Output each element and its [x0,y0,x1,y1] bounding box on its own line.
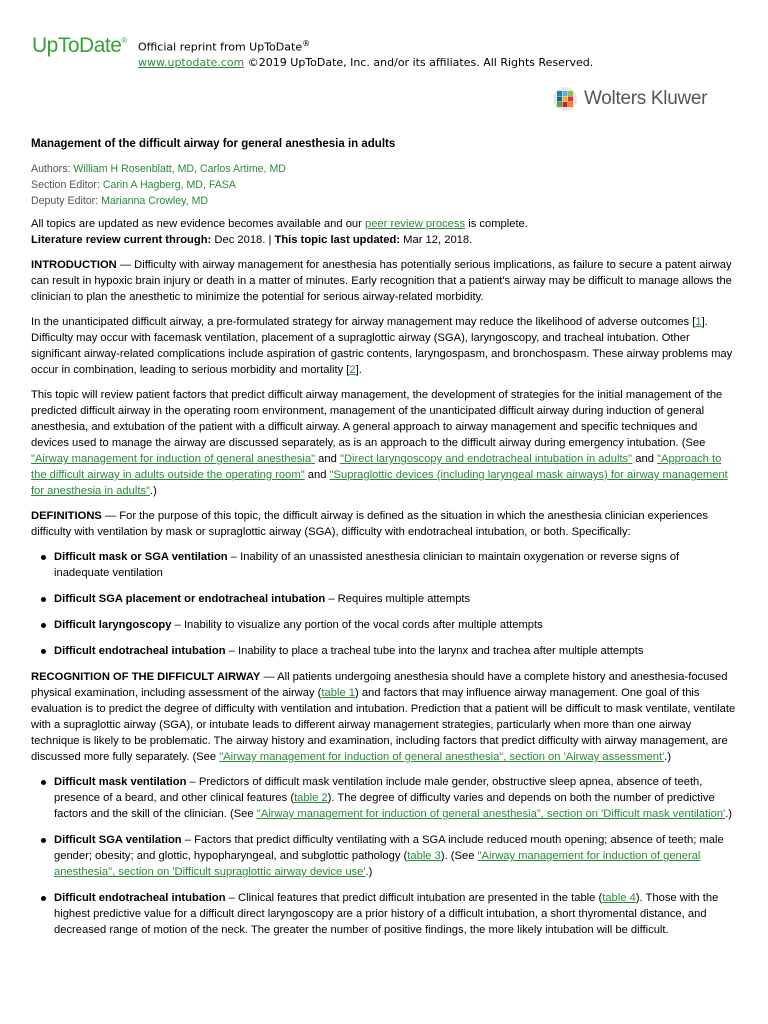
author-link[interactable]: William H Rosenblatt, MD [73,163,195,175]
definitions-list [31,549,737,659]
list-item-text: ). The degree of difficulty varies and depends on both the number of predictive factors and the skill of the clinician. (See [54,792,715,820]
topic-link[interactable]: "Supraglottic devices (including laryngeal mask airways) for airway management for anesthesia in adults" [31,469,728,497]
table-link[interactable]: table 3 [407,850,441,862]
section-heading: RECOGNITION OF THE DIFFICULT AIRWAY [31,671,261,683]
reprint-registered-mark: ® [302,39,311,48]
paragraph-text: — Difficulty with airway management for anesthesia has potentially serious implications, as failure to secure a patent airway can result in hypoxic brain injury or death in a matter of minutes. Early recognition that a patient's airway may be difficult to manage allows the clinician to plan the anesthetic to minimize the potential for serious airway-related morbidity. [31,259,732,303]
lit-review-date: Dec 2018. | [211,234,275,246]
introduction-paragraph [31,257,737,305]
paragraph-text: ]. [355,364,362,376]
site-link[interactable]: www.uptodate.com [138,55,245,69]
article-body [31,136,737,948]
list-item-term: Difficult laryngoscopy [54,619,172,631]
table-link[interactable]: table 4 [602,892,636,904]
list-item [31,591,737,607]
list-item [31,774,737,822]
topic-link[interactable]: "Airway management for induction of general anesthesia" [31,453,316,465]
peer-review-link[interactable]: peer review process [364,218,466,230]
deputy-editor-label: Deputy Editor: [31,195,99,207]
author-link[interactable]: Carlos Artime, MD [199,163,286,175]
reprint-line: Official reprint from UpToDate [138,40,303,54]
table-link[interactable]: table 1 [321,687,355,699]
list-item-text: – Predictors of difficult mask ventilation include male gender, obstructive sleep apnea, absence of teeth, presence of a beard, and other clinical features ( [54,776,703,804]
authors-label: Authors: [31,163,71,175]
list-item-text: – Requires multiple attempts [325,593,471,605]
paragraph-text: .) [664,751,672,763]
article-title: Management of the difficult airway for general anesthesia in adults [31,138,396,150]
list-item-text: – Inability to place a tracheal tube into the larynx and trachea after multiple attempts [225,645,644,657]
paragraph-text: and [632,453,658,465]
list-item-term: Difficult mask or SGA ventilation [54,551,228,563]
article-credits [31,161,737,209]
list-item-term: Difficult endotracheal intubation [54,892,226,904]
paragraph-text: — For the purpose of this topic, the difficult airway is defined as the situation in which the anesthesia clinician experiences difficulty with ventilation by mask or supraglottic airway (SGA), difficulty with endotracheal intubation, or both. Specifically: [31,510,708,538]
definitions-paragraph [31,508,737,540]
update-notice [31,216,737,248]
publisher-logo[interactable] [552,86,707,112]
intro-paragraph-3 [31,387,737,499]
update-text: All topics are updated as new evidence becomes available and our [31,218,365,230]
paragraph-text: In the unanticipated difficult airway, a pre-formulated strategy for airway management may reduce the likelihood of adverse outcomes [ [31,316,696,328]
list-item-term: Difficult SGA placement or endotracheal intubation [54,593,326,605]
wolters-kluwer-mark-icon [552,86,578,112]
deputy-editor-line [31,193,737,209]
topic-link[interactable]: "Direct laryngoscopy and endotracheal intubation in adults" [339,453,633,465]
section-editor-label: Section Editor: [31,179,100,191]
logo-text: UpToDate [32,34,122,57]
list-item-text: .) [725,808,733,820]
lit-review-label: Literature review current through: [31,234,212,246]
section-heading: DEFINITIONS [31,510,102,522]
publisher-name: Wolters Kluwer [584,88,708,109]
list-item-term: Difficult endotracheal intubation [54,645,226,657]
paragraph-text: ) and factors that may influence airway management. One goal of this evaluation is to predict the degree of difficulty with ventilation and intubation. Prediction that a patient will be difficult to mask ventilate, ventilate with a supraglottic airway (SGA), or intubate leads to different airway management strategies, particularly when more than one airway technique is likely to be problematic. The airway history and examination, including factors that predict difficulty with airway management, are discussed more fully separately. (See [31,687,736,763]
list-item-text: – Clinical features that predict difficult intubation are presented in the table ( [225,892,603,904]
list-item-text: – Inability of an unassisted anesthesia clinician to maintain oxygenation or reverse signs of inadequate ventilation [54,551,680,579]
list-item-text: ). Those with the highest predictive value for a difficult direct laryngoscopy are a prior history of a difficult intubation, a short thyromental distance, and decreased range of motion of the neck. The greater the number of positive findings, the more likely intubation will be difficult. [54,892,719,936]
recognition-paragraph [31,669,737,765]
logo-registered-mark: ® [121,36,127,45]
last-updated-label: This topic last updated: [274,234,401,246]
paragraph-text: ]. Difficulty may occur with facemask ventilation, placement of a supraglottic airway (SGA), laryngoscopy, and tracheal intubation. Other significant airway-related complications include aspiration of gastric contents, laryngospasm, and bronchospasm. These airway problems may occur in combination, leading to serious morbidity and mortality [ [31,316,733,376]
paragraph-text: and [304,469,330,481]
topic-link[interactable]: "Airway management for induction of general anesthesia", section on 'Difficult mask ventilation' [256,808,726,820]
paragraph-text: .) [150,485,157,497]
section-editor-line [31,177,737,193]
uptodate-logo[interactable] [32,34,127,58]
section-heading: INTRODUCTION [31,259,117,271]
paragraph-text: and [315,453,340,465]
topic-link[interactable]: "Airway management for induction of general anesthesia", section on 'Airway assessment' [219,751,665,763]
list-item-text: ). (See [440,850,478,862]
intro-paragraph-2 [31,314,737,378]
list-item [31,549,737,581]
topic-link[interactable]: "Airway management for induction of general anesthesia", section on 'Difficult supraglottic airway device use' [54,850,701,878]
reference-link[interactable]: 1 [695,316,702,328]
section-editor-link[interactable]: Carin A Hagberg, MD, FASA [102,179,236,191]
reprint-header [0,0,768,120]
list-item [31,643,737,659]
list-item [31,890,737,938]
deputy-editor-link[interactable]: Marianna Crowley, MD [101,195,209,207]
last-updated-date: Mar 12, 2018. [400,234,473,246]
list-item-text: – Factors that predict difficulty ventilating with a SGA include reduced mouth opening; absence of teeth; male gender; obesity; and glottic, hypopharyngeal, and subglottic pathology ( [54,834,724,862]
table-link[interactable]: table 2 [294,792,328,804]
list-item-text: .) [365,866,373,878]
list-item-text: – Inability to visualize any portion of the vocal cords after multiple attempts [171,619,543,631]
reference-link[interactable]: 2 [349,364,356,376]
topic-link[interactable]: "Approach to the difficult airway in adults outside the operating room" [31,453,722,481]
authors-line: Authors: William H Rosenblatt, MD, Carlos Artime, MD [31,163,286,175]
list-item-term: Difficult SGA ventilation [54,834,182,846]
update-text-end: is complete. [465,218,528,230]
list-item-term: Difficult mask ventilation [54,776,187,788]
copyright-text: ©2019 UpToDate, Inc. and/or its affiliates. All Rights Reserved. [244,55,594,69]
paragraph-text: This topic will review patient factors that predict difficult airway management, the development of strategies for the initial management of the predicted difficult airway in the operating room environment, management of the unanticipated difficult airway during induction of general anesthesia, and extubation of the patient with a difficult airway. A general approach to airway management and specific techniques and devices used to manage the airway are discussed separately, as is an approach to the difficult airway during emergency intubation. (See [31,389,723,449]
reprint-notice [138,36,593,70]
recognition-list [31,774,737,938]
list-item [31,617,737,633]
list-item [31,832,737,880]
paragraph-text: — All patients undergoing anesthesia should have a complete history and anesthesia-focused physical examination, including assessment of the airway ( [31,671,728,699]
